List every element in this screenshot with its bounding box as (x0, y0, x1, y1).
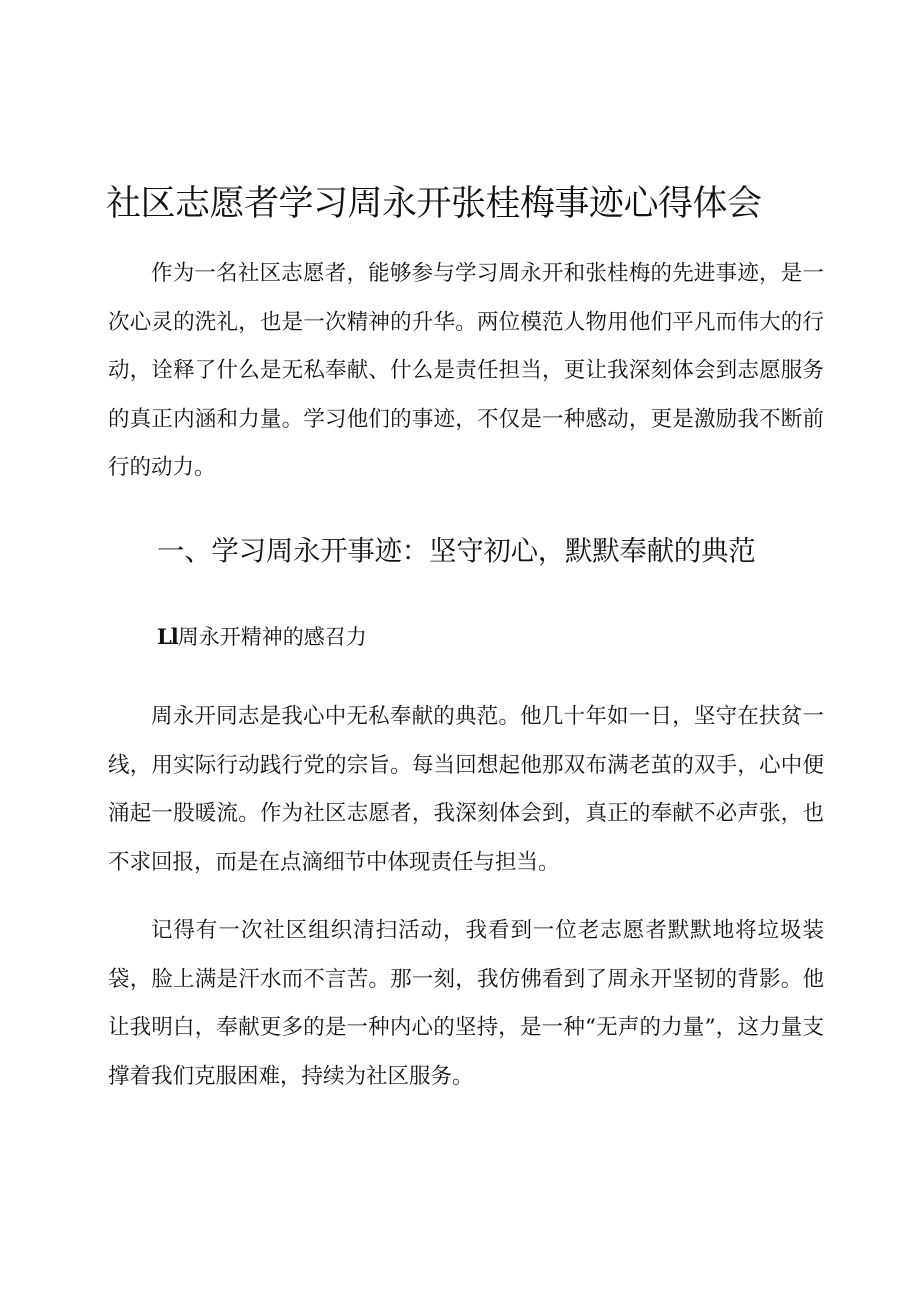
document-title: 社区志愿者学习周永开张桂梅事迹心得体会 (106, 184, 762, 224)
section-heading: 一、学习周永开事迹：坚守初心，默默奉献的典范 (157, 535, 756, 567)
body-paragraph: 记得有一次社区组织清扫活动，我看到一位老志愿者默默地将垃圾装袋，脸上满是汗水而不言苦。那一刻，我仿佛看到了周永开坚韧的背影。他让我明白，奉献更多的是一种内心的坚持，是一种“无声的力量”，这力量支撑着我们克服困难，持续为社区服务。 (108, 918, 824, 1089)
subsection-title: 周永开精神的感召力 (177, 625, 367, 649)
body-paragraph: 周永开同志是我心中无私奉献的典范。他几十年如一日，坚守在扶贫一线，用实际行动践行党的宗旨。每当回想起他那双布满老茧的双手，心中便涌起一股暖流。作为社区志愿者，我深刻体会到，真正的奉献不必声张，也不求回报，而是在点滴细节中体现责任与担当。 (108, 704, 824, 875)
intro-paragraph: 作为一名社区志愿者，能够参与学习周永开和张桂梅的先进事迹，是一次心灵的洗礼，也是一次精神的升华。两位模范人物用他们平凡而伟大的行动，诠释了什么是无私奉献、什么是责任担当，更让我深刻体会到志愿服务的真正内涵和力量。学习他们的事迹，不仅是一种感动，更是激励我不断前行的动力。 (108, 261, 824, 480)
subsection-heading (157, 617, 657, 657)
subsection-number: Ll (157, 624, 178, 649)
